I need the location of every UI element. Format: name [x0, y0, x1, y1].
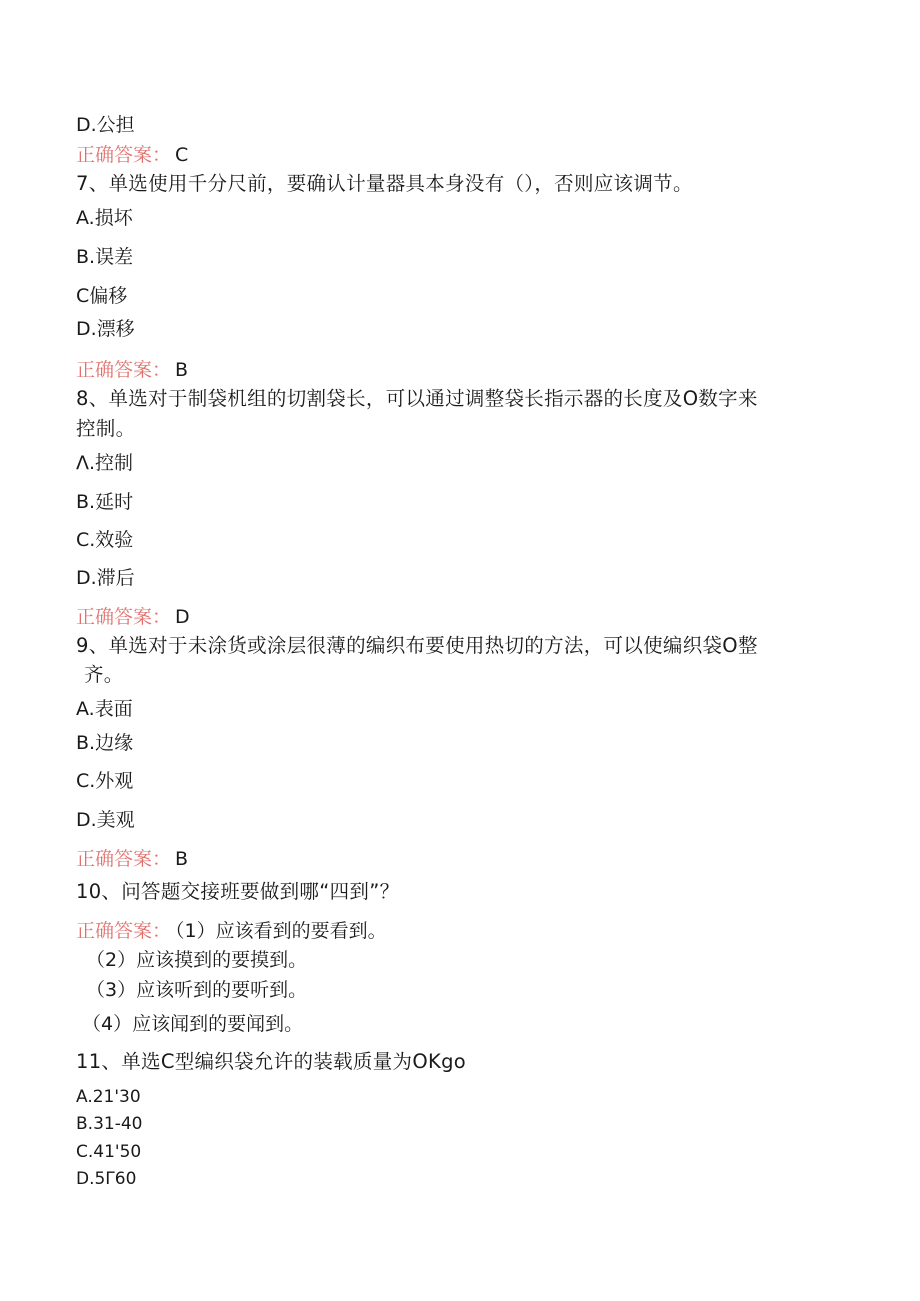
q10-question: 10、问答题交接班要做到哪“四到”？ [76, 880, 400, 903]
q11-option-d: D.5Γ60 [76, 1169, 137, 1189]
q9-answer [76, 847, 188, 871]
q11-option-b: B.31-40 [76, 1114, 143, 1134]
q8-option-c: C.效验 [76, 529, 134, 551]
q8-option-b: B.延时 [76, 491, 134, 513]
q9-question-line2: 齐。 [84, 663, 124, 686]
q10-answer-line2: （2）应该摸到的要摸到。 [86, 949, 308, 971]
q11-question: 11、单选C型编织袋允许的装载质量为OKgo [76, 1050, 466, 1073]
answer-value: B [175, 359, 189, 381]
q8-option-d: D.滞后 [76, 567, 135, 589]
q8-question-line1: 8、单选对于制袋机组的切割袋长，可以通过调整袋长指示器的长度及O数字来 [76, 387, 758, 410]
q9-option-d: D.美观 [76, 809, 135, 831]
q7-question: 7、单选使用千分尺前，要确认计量器具本身没有（），否则应该调节。 [76, 172, 693, 195]
answer-label: 正确答案： [76, 848, 172, 870]
q9-option-b: B.边缘 [76, 732, 134, 754]
answer-label: 正确答案： [76, 144, 172, 166]
q9-question-line1: 9、单选对于未涂货或涂层很薄的编织布要使用热切的方法，可以使编织袋O整 [76, 634, 758, 657]
q8-option-a: Λ.控制 [76, 452, 134, 474]
q7-option-c: C偏移 [76, 285, 128, 307]
answer-value: D [175, 606, 190, 628]
q8-question-line2: 控制。 [76, 417, 136, 440]
q9-option-c: C.外观 [76, 770, 134, 792]
q10-answer-line3: （3）应该听到的要听到。 [86, 979, 308, 1001]
q7-option-a: A.损坏 [76, 207, 133, 229]
q11-option-c: C.41'50 [76, 1142, 142, 1162]
q6-answer [76, 143, 188, 167]
answer-label: 正确答案： [76, 606, 172, 628]
answer-value: C [175, 144, 189, 166]
q7-option-d: D.漂移 [76, 318, 135, 340]
answer-label: 正确答案： [76, 920, 172, 942]
q11-option-a: A.21'30 [76, 1087, 141, 1107]
q10-answer-line4: （4）应该闻到的要闻到。 [82, 1013, 304, 1035]
q10-answer [76, 919, 387, 943]
q7-answer [76, 358, 188, 382]
answer-value: B [175, 848, 189, 870]
q9-option-a: A.表面 [76, 698, 133, 720]
q6-option-d: D.公担 [76, 114, 135, 136]
answer-label: 正确答案： [76, 359, 172, 381]
q10-answer-line1: （1）应该看到的要看到。 [175, 920, 387, 942]
q8-answer [76, 605, 190, 629]
q7-option-b: B.误差 [76, 246, 134, 268]
